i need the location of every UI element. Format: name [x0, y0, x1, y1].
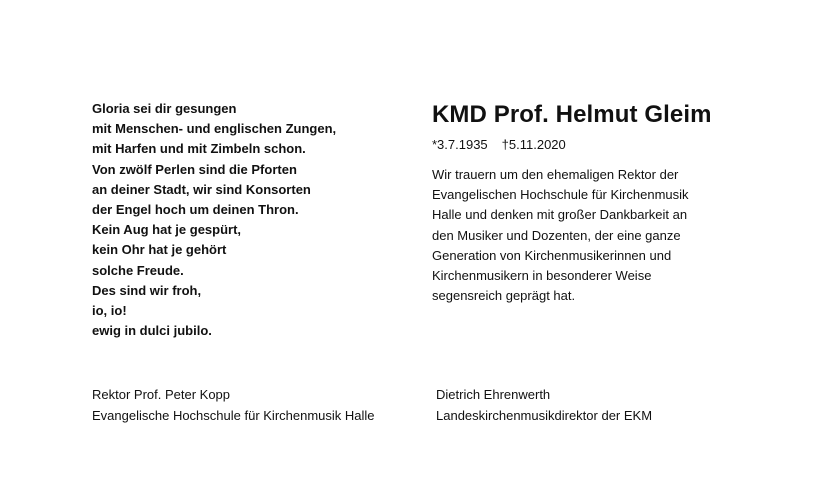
- obituary-text-line: den Musiker und Dozenten, der eine ganze: [432, 227, 681, 243]
- poem-line: Gloria sei dir gesungen: [92, 101, 237, 116]
- poem-line: mit Harfen und mit Zimbeln schon.: [92, 141, 306, 157]
- obituary-text-line: Kirchenmusikern in besonderer Weise: [432, 268, 652, 284]
- poem-line: an deiner Stadt, wir sind Konsorten: [92, 181, 311, 197]
- signatory-name: Rektor Prof. Peter Kopp: [92, 387, 231, 402]
- poem-line: Kein Aug hat je gespürt,: [92, 222, 242, 238]
- signature-left: [92, 385, 375, 426]
- signatory-name: Dietrich Ehrenwerth: [436, 387, 551, 402]
- obituary-notice: [432, 100, 762, 306]
- poem: [92, 99, 392, 341]
- obituary-text-line: Halle und denken mit großer Dankbarkeit an: [432, 207, 688, 223]
- poem-line: kein Ohr hat je gehört: [92, 242, 227, 258]
- signature-right: [436, 385, 652, 426]
- obituary-text-line: Generation von Kirchenmusikerinnen und: [432, 247, 672, 263]
- death-date: †5.11.2020: [501, 137, 566, 152]
- poem-line: ewig in dulci jubilo.: [92, 323, 212, 339]
- obituary-text-line: Evangelischen Hochschule für Kirchenmusik: [432, 187, 689, 203]
- birth-date: *3.7.1935: [432, 137, 488, 152]
- obituary-text-line: segensreich geprägt hat.: [432, 288, 576, 304]
- signatory-institution: Evangelische Hochschule für Kirchenmusik Halle: [92, 407, 375, 423]
- obituary-text: [432, 165, 732, 306]
- poem-line: io, io!: [92, 303, 127, 319]
- deceased-name: KMD Prof. Helmut Gleim: [432, 101, 712, 128]
- poem-line: Des sind wir froh,: [92, 282, 202, 298]
- poem-line: der Engel hoch um deinen Thron.: [92, 202, 299, 218]
- obituary-text-line: Wir trauern um den ehemaligen Rektor der: [432, 167, 679, 182]
- poem-line: mit Menschen- und englischen Zungen,: [92, 121, 337, 137]
- life-dates: [432, 136, 762, 154]
- signatory-title: Landeskirchenmusikdirektor der EKM: [436, 407, 653, 423]
- poem-line: solche Freude.: [92, 262, 184, 278]
- poem-line: Von zwölf Perlen sind die Pforten: [92, 161, 297, 177]
